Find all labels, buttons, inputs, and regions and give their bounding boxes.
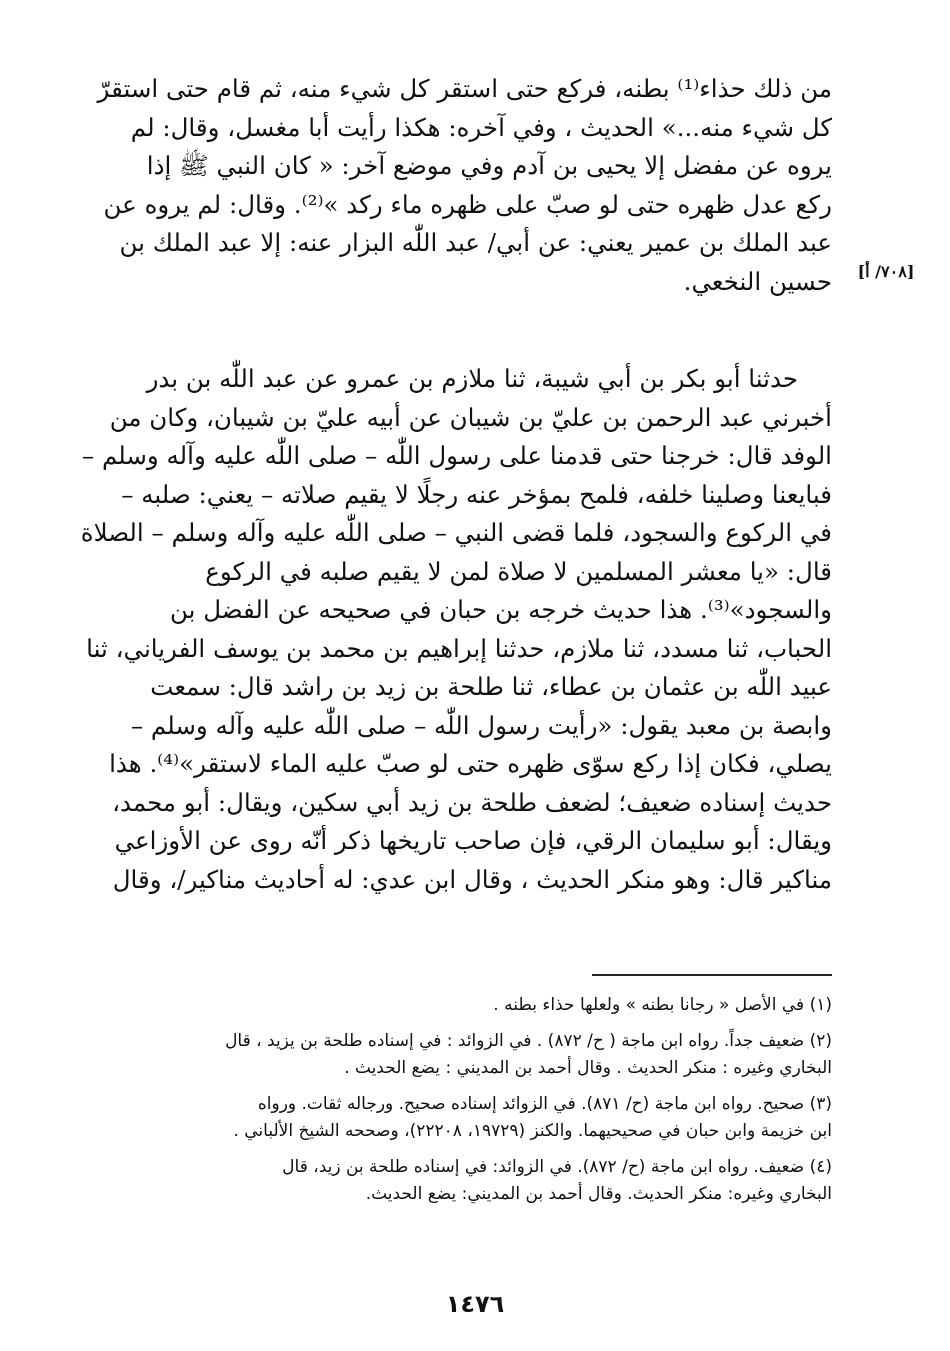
footnote-line: البخاري وغيره : منكر الحديث . وقال أحمد بن المديني : يضع الحديث . xyxy=(344,1058,832,1078)
text-line: ويقال: أبو سليمان الرقي، فإن صاحب تاريخها ذكر أنّه روى عن الأوزاعي xyxy=(114,826,832,855)
text-line: أخبرني عبد الرحمن بن عليّ بن شيبان عن أبيه عليّ بن شيبان، وكان من xyxy=(109,402,832,432)
text-line: حديث إسناده ضعيف؛ لضعف طلحة بن زيد أبي سكين، ويقال: أبو محمد، xyxy=(112,787,832,817)
footnote-1 xyxy=(120,992,832,1019)
text-line: يصلي، فكان إذا ركع سوّى ظهره حتى لو صبّ عليه الماء لاستقر»⁽⁴⁾. هذا xyxy=(109,749,832,778)
footnote-line: ابن خزيمة وابن حبان في صحيحيهما. والكنز (١٩٧٢٩، ٢٢٢٠٨)، وصححه الشيخ الألباني . xyxy=(233,1121,832,1141)
text-line: يروه عن مفضل إلا يحيى بن آدم وفي موضع آخر: « كان النبي ﷺ إذا xyxy=(146,151,832,180)
text-line: فبايعنا وصلينا خلفه، فلمح بمؤخر عنه رجلًا لا يقيم صلاته – يعني: صلبه – xyxy=(121,479,832,509)
text-line: الوفد قال: خرجنا حتى قدمنا على رسول اللّٰه – صلى اللّٰه عليه وآله وسلم – xyxy=(81,441,832,470)
text-line: ركع عدل ظهره حتى لو صبّ على ظهره ماء ركد »⁽²⁾. وقال: لم يروه عن xyxy=(103,189,832,219)
footnotes xyxy=(120,992,832,1217)
text-line: في الركوع والسجود، فلما قضى النبي – صلى اللّٰه عليه وآله وسلم – الصلاة xyxy=(80,518,832,547)
footnote-3 xyxy=(120,1091,832,1145)
text-line: مناكير قال: وهو منكر الحديث ، وقال ابن عدي: له أحاديث مناكير/، وقال xyxy=(112,864,832,894)
footnote-4 xyxy=(120,1154,832,1208)
text-line: كل شيء منه...» الحديث ، وفي آخره: هكذا رأيت أبا مغسل، وقال: لم xyxy=(130,112,832,142)
paragraph-1 xyxy=(97,70,832,301)
text-line: والسجود»⁽³⁾. هذا حديث خرجه بن حبان في صحيحه عن الفضل بن xyxy=(169,595,832,624)
page-number: ١٤٧٦ xyxy=(445,1290,505,1318)
footnote-separator xyxy=(592,974,832,976)
footnote-line: (٢) ضعيف جداً. رواه ابن ماجة ( ح/ ٨٧٢) . في الزوائد : في إسناده طلحة بن يزيد ، قال xyxy=(225,1031,832,1051)
text-line: حدثنا أبو بكر بن أبي شيبة، ثنا ملازم بن عمرو عن عبد اللّٰه بن بدر xyxy=(146,364,798,393)
text-line: حسين النخعي. xyxy=(683,266,832,296)
text-line: من ذلك حذاء⁽¹⁾ بطنه، فركع حتى استقر كل شيء منه، ثم قام حتى استقرّ xyxy=(97,74,832,103)
footnote-line: (١) في الأصل « رجانا بطنه » ولعلها حذاء بطنه . xyxy=(493,995,832,1015)
text-line: وابصة بن معبد يقول: «رأيت رسول اللّٰه – صلى اللّٰه عليه وآله وسلم – xyxy=(130,710,832,740)
footnote-line: (٣) صحيح. رواه ابن ماجة (ح/ ٨٧١). في الزوائد إسناده صحيح. ورجاله ثقات. ورواه xyxy=(257,1094,832,1114)
text-line: عبيد اللّٰه بن عثمان بن عطاء، ثنا طلحة بن زيد بن راشد قال: سمعت xyxy=(150,672,832,701)
text-line: قال: «يا معشر المسلمين لا صلاة لمن لا يقيم صلبه في الركوع xyxy=(205,556,832,586)
manuscript-folio-note: [٧٠٨/ أ] xyxy=(857,262,915,281)
text-line: الحباب، ثنا مسدد، ثنا ملازم، حدثنا إبراهيم بن محمد بن يوسف الفرياني، ثنا xyxy=(86,633,832,663)
footnote-2 xyxy=(120,1028,832,1082)
paragraph-2 xyxy=(80,360,832,899)
text-line: عبد الملك بن عمير يعني: عن أبي/ عبد اللّٰه البزار عنه: إلا عبد الملك بن xyxy=(119,228,832,257)
footnote-line: (٤) ضعيف. رواه ابن ماجة (ح/ ٨٧٢). في الزوائد: في إسناده طلحة بن زيد، قال xyxy=(282,1157,832,1177)
footnote-line: البخاري وغيره: منكر الحديث. وقال أحمد بن المديني: يضع الحديث. xyxy=(365,1184,832,1204)
